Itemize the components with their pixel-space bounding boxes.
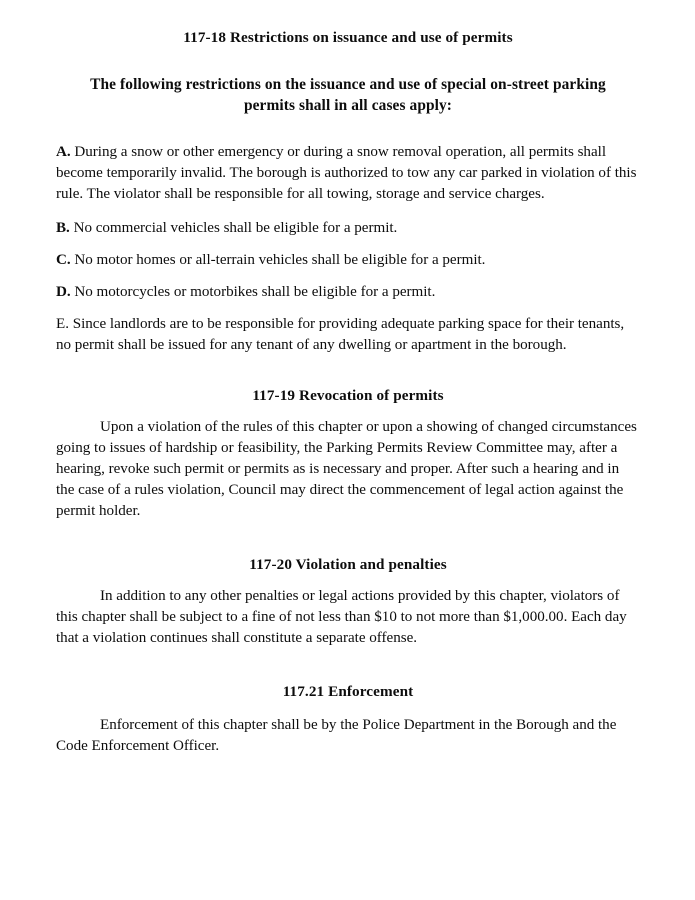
section-body-117-19: Upon a violation of the rules of this chapter or upon a showing of changed circumstances going to issues of hardship or feasibility, the Parking Permits Review Committee may, after a hearing, revoke such permit or permits as is necessary and proper. After such a hearing and in the case of a rules violation, Council may direct the commencement of legal action against the permit holder.	[56, 418, 637, 520]
list-item-label: B.	[56, 219, 70, 236]
list-item-label: A.	[56, 144, 71, 160]
list-item	[56, 142, 640, 206]
section-heading-117-19: 117-19 Revocation of permits	[252, 386, 444, 404]
list-item-text: No motor homes or all-terrain vehicles shall be eligible for a permit.	[70, 251, 486, 268]
list-item	[56, 314, 640, 356]
document-content	[56, 28, 640, 758]
section-heading-117-20: 117-20 Violation and penalties	[249, 555, 447, 573]
section-body-117-21: Enforcement of this chapter shall be by the Police Department in the Borough and the Code Enforcement Officer.	[56, 717, 617, 755]
list-item	[56, 218, 640, 239]
list-item-text: No motorcycles or motorbikes shall be eligible for a permit.	[70, 284, 436, 301]
list-item	[56, 282, 640, 303]
section-body-117-20: In addition to any other penalties or legal actions provided by this chapter, violators of this chapter shall be subject to a fine of not less than $10 to not more than $1,000.00. Each day that a violation continues shall constitute a separate offense.	[56, 587, 627, 647]
list-item-text: No commercial vehicles shall be eligible for a permit.	[69, 219, 398, 236]
document-subtitle: The following restrictions on the issuance and use of special on-street parking permits shall in all cases apply:	[90, 76, 606, 114]
list-item-label: C.	[56, 251, 71, 268]
list-item-text: Since landlords are to be responsible for providing adequate parking space for their tenants, no permit shall be issued for any tenant of any dwelling or apartment in the borough.	[56, 316, 625, 354]
list-item	[56, 250, 640, 271]
list-item-label: E.	[56, 316, 69, 333]
list-item-text: During a snow or other emergency or during a snow removal operation, all permits shall become temporarily invalid. The borough is authorized to tow any car parked in violation of this rule. The violator shall be responsible for all towing, storage and service charges.	[56, 144, 637, 203]
page-title: 117-18 Restrictions on issuance and use of permits	[183, 29, 513, 46]
list-item-label: D.	[56, 284, 71, 301]
section-heading-117-21: 117.21 Enforcement	[282, 683, 414, 701]
